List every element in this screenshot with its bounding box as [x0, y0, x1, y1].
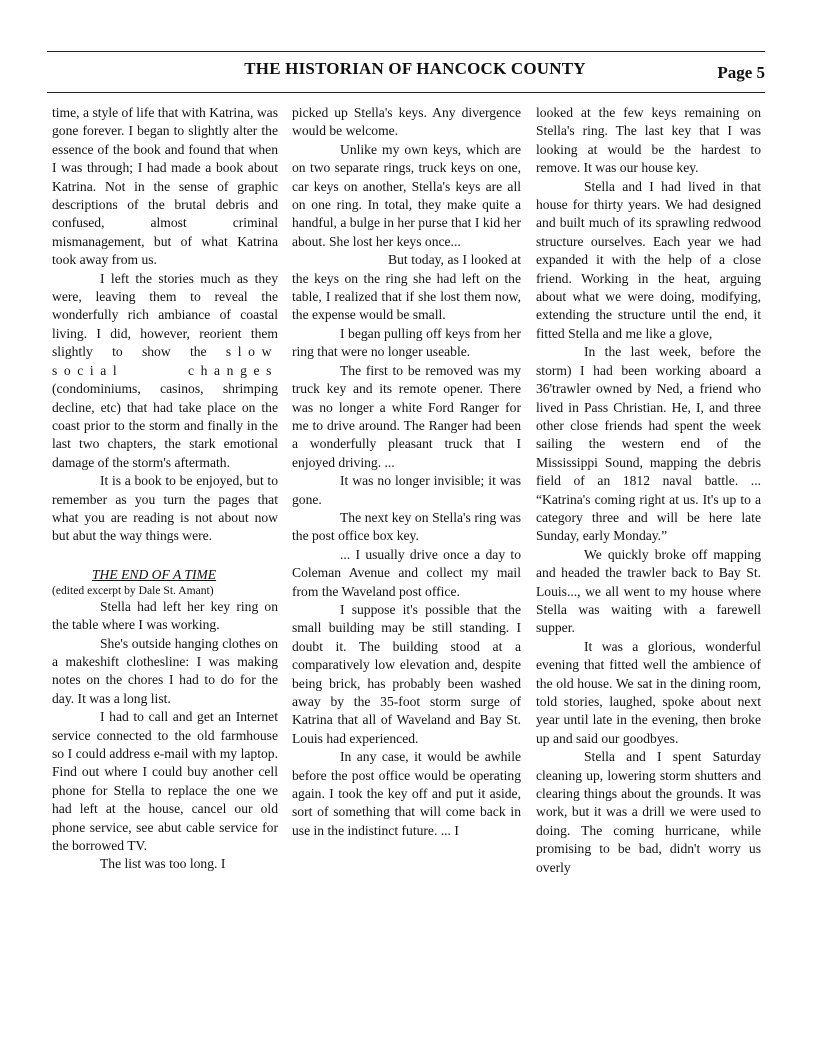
paragraph: Unlike my own keys, which are on two separate rings, truck keys on one, car keys on another, Stella's keys are all on one ring. In total, they make quite a handful, a bulge in her purse that I kid her about. She lost her keys once...	[292, 141, 521, 249]
spaced-phrase: slow social changes	[52, 344, 278, 378]
paragraph: In any case, it would be awhile before the post office would be operating again. I took the key off and put it aside, sort of something that will come back in use in the indistinct future. ... I	[292, 749, 521, 838]
paragraph: She's outside hanging clothes on a makeshift clothesline: I was making notes on the chores I had to do for the day. It was a long list.	[52, 635, 278, 706]
paragraph: looked at the few keys remaining on Stella's ring. The last key that I was looking at would be the hardest to remove. It was our house key.	[536, 105, 761, 176]
paragraph-text: (condominiums, casinos, shrimping decline, etc) that had take place on the coast prior to the storm and finally in the last two chapters, the stark emotional damage of the storm's aftermath.	[52, 381, 278, 470]
paragraph: Stella and I had lived in that house for thirty years. We had designed and built much of its sprawling redwood structure ourselves. Each year we had expanded it with the help of a close friend. Working in the heat, arguing about what we were doing, modifying, extending the structure until the end, it fitted Stella and me like a glove,	[536, 178, 761, 341]
paragraph: I began pulling off keys from her ring that were no longer useable.	[292, 325, 521, 360]
story-title: THE END OF A TIME	[92, 566, 217, 582]
paragraph: Stella had left her key ring on the table where I was working.	[52, 598, 278, 633]
text-column-3	[536, 104, 761, 984]
paragraph: It was no longer invisible; it was gone.	[292, 473, 521, 507]
story-byline: (edited excerpt by Dale St. Amant)	[52, 583, 214, 597]
paragraph: We quickly broke off mapping and headed the trawler back to Bay St. Louis..., we all went to my house where Stella was waiting with a farewell supper.	[536, 546, 761, 636]
paragraph: But today, as I looked at the keys on the ring she had left on the table, I realized that if she lost them now, the expense would be small.	[292, 252, 521, 323]
text-column-1	[52, 104, 278, 984]
paragraph: I had to call and get an Internet service connected to the old farmhouse so I could address e-mail with my laptop. Find out where I could buy another cell phone for Stella to replace the one we had left at the house, cancel our old phone service, see abut cable service for the borrowed TV.	[52, 709, 278, 854]
paragraph	[52, 270, 278, 472]
paragraph: Stella and I spent Saturday cleaning up, lowering storm shutters and clearing things about the grounds. It was work, but it was a drill we were used to doing. The coming hurricane, while promising to be bad, didn't worry us overly	[536, 749, 761, 875]
paragraph: I suppose it's possible that the small building may be still standing. I doubt it. The building stood at a comparatively low elevation and, despite being brick, has probably been washed away by the 35-foot storm surge of Katrina that all of Waveland and Bay St. Louis had experienced.	[292, 601, 521, 746]
paragraph: time, a style of life that with Katrina, was gone forever. I began to slightly alter the essence of the book and found that when I was through; I had made a book about Katrina. Not in the sense of graphic descriptions of the brutal debris and confused, almost criminal mismanagement, but of what Katrina took away from us.	[52, 105, 278, 268]
paragraph-text: I left the stories much as they were, leaving them to reveal the wonderfully rich ambiance of coastal living. I did, however, reorient them slightly to show the	[52, 270, 278, 360]
header-bottom-rule	[47, 92, 765, 93]
header-top-rule	[47, 51, 765, 52]
paragraph: It is a book to be enjoyed, but to remember as you turn the pages that what you are reading is not about now but abut the way things were.	[52, 473, 278, 544]
paragraph: It was a glorious, wonderful evening that fitted well the ambience of the old house. We sat in the dining room, told stories, laughed, spoke about next year until late in the evening, then broke up and said our goodbyes.	[536, 638, 761, 746]
paragraph: The next key on Stella's ring was the post office box key.	[292, 509, 521, 544]
paragraph: The first to be removed was my truck key and its remote opener. There was no longer a white Ford Ranger for me to drive around. The Ranger had been a wonderfully pleasant truck that I enjoyed driving. ...	[292, 362, 521, 470]
text-column-2	[292, 104, 521, 984]
paragraph: In the last week, before the storm) I had been working aboard a 36'trawler owned by Ned, a friend who lived in Pass Christian. He, I, and three other close friends had spent the week sailing the western end of the Mississippi Sound, mapping the debris field of an 1812 naval battle. ... “Katrina's coming right at us. It's up to a category three and will be here late Sunday, early Monday.”	[536, 344, 761, 544]
page-number: Page 5	[717, 63, 765, 82]
paragraph: picked up Stella's keys. Any divergence would be welcome.	[292, 105, 521, 139]
masthead-title: THE HISTORIAN OF HANCOCK COUNTY	[244, 59, 586, 78]
paragraph: The list was too long. I	[100, 856, 226, 872]
paragraph: ... I usually drive once a day to Coleman Avenue and collect my mail from the Waveland post office.	[292, 546, 521, 599]
